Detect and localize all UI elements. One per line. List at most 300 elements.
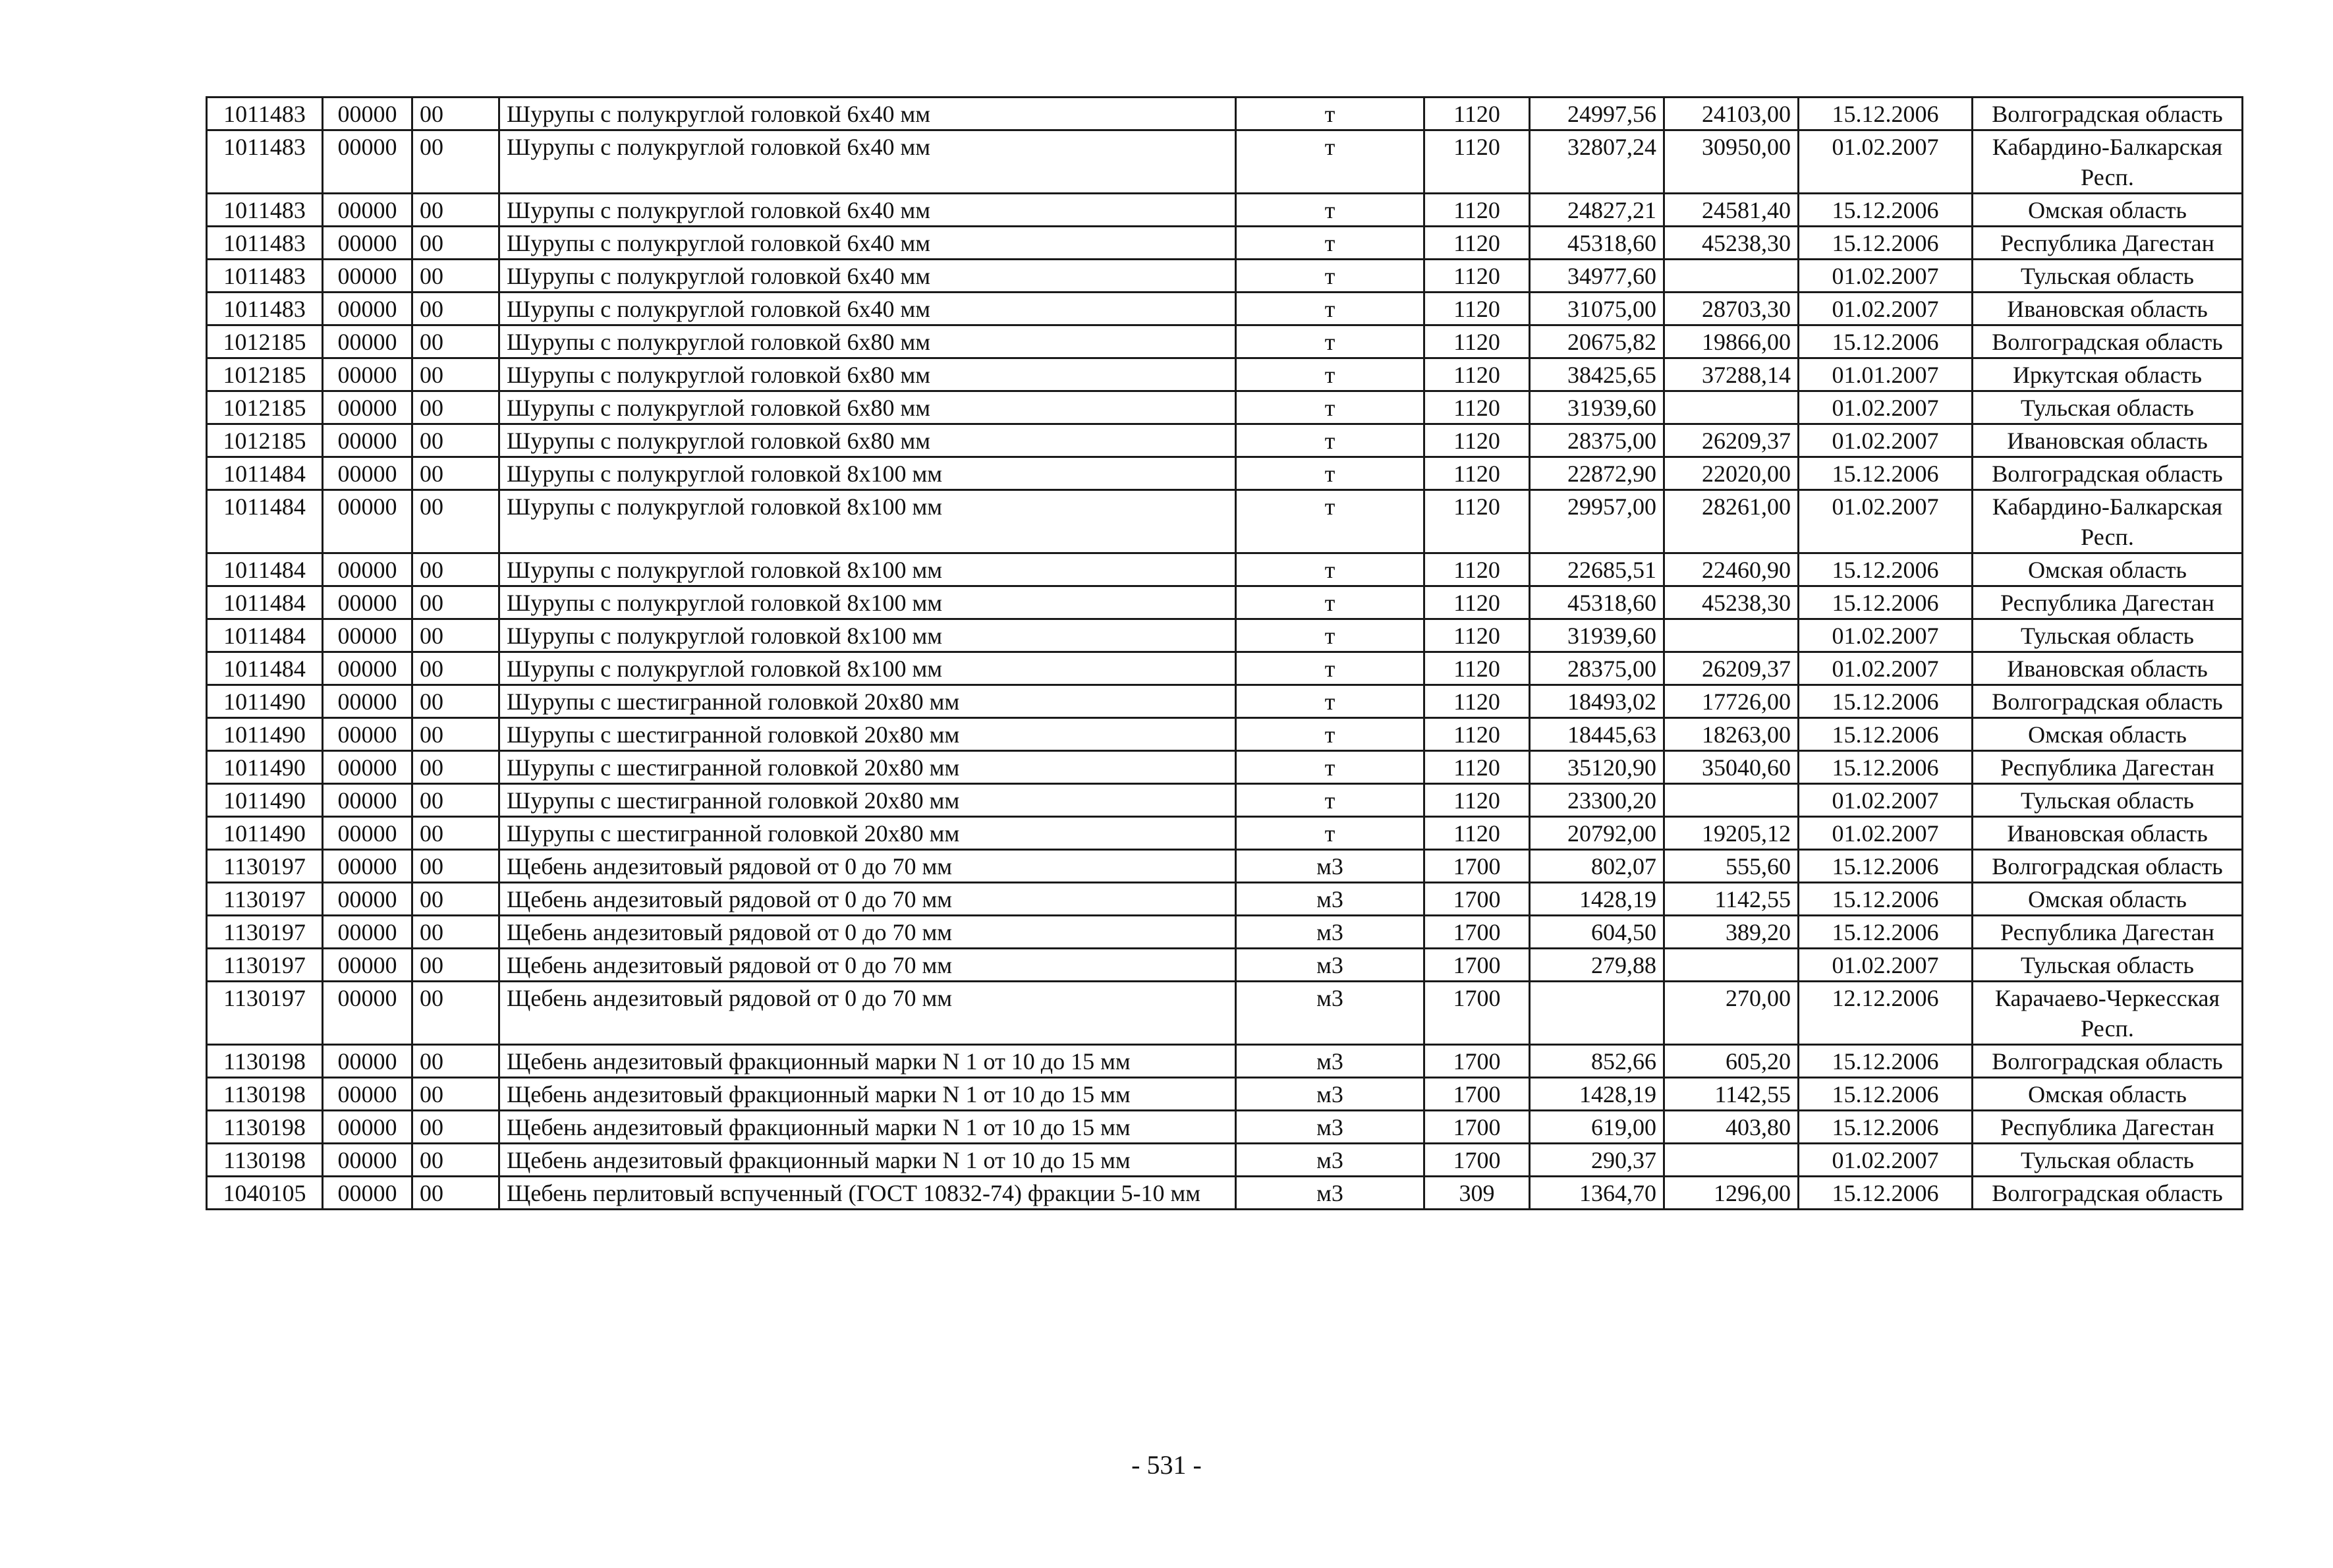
cell-region: Ивановская область <box>1973 652 2243 685</box>
cell-unit: т <box>1236 424 1424 457</box>
table-row <box>207 391 2243 424</box>
cell-p2: 28261,00 <box>1664 490 1799 553</box>
cell-norm: 1700 <box>1424 982 1530 1045</box>
cell-group: 00 <box>412 293 499 325</box>
cell-norm: 1120 <box>1424 817 1530 850</box>
cell-name: Щебень андезитовый фракционный марки N 1 от 10 до 15 мм <box>499 1045 1236 1078</box>
cell-name: Шурупы с шестигранной головкой 20х80 мм <box>499 817 1236 850</box>
cell-date: 01.02.2007 <box>1799 260 1973 293</box>
cell-name: Шурупы с полукруглой головкой 8х100 мм <box>499 490 1236 553</box>
cell-region: Тульская область <box>1973 260 2243 293</box>
cell-name: Шурупы с полукруглой головкой 6х40 мм <box>499 260 1236 293</box>
cell-region: Волгоградская область <box>1973 1177 2243 1210</box>
table-row <box>207 293 2243 325</box>
cell-p2: 19205,12 <box>1664 817 1799 850</box>
table-row <box>207 949 2243 982</box>
cell-group: 00 <box>412 1045 499 1078</box>
cell-p2: 22460,90 <box>1664 553 1799 586</box>
cell-date: 15.12.2006 <box>1799 718 1973 751</box>
cell-unit: т <box>1236 652 1424 685</box>
cell-name: Шурупы с полукруглой головкой 8х100 мм <box>499 652 1236 685</box>
cell-sub: 00000 <box>323 751 412 784</box>
cell-p1: 24827,21 <box>1530 194 1664 227</box>
cell-region: Волгоградская область <box>1973 850 2243 883</box>
cell-name: Щебень андезитовый рядовой от 0 до 70 мм <box>499 982 1236 1045</box>
cell-name: Шурупы с полукруглой головкой 6х80 мм <box>499 391 1236 424</box>
cell-p2: 18263,00 <box>1664 718 1799 751</box>
table-row <box>207 553 2243 586</box>
cell-unit: т <box>1236 130 1424 194</box>
cell-p1: 31939,60 <box>1530 619 1664 652</box>
table-row <box>207 1111 2243 1144</box>
cell-norm: 1120 <box>1424 490 1530 553</box>
cell-date: 01.02.2007 <box>1799 784 1973 817</box>
cell-region: Омская область <box>1973 883 2243 916</box>
cell-group: 00 <box>412 916 499 949</box>
cell-group: 00 <box>412 424 499 457</box>
cell-sub: 00000 <box>323 1177 412 1210</box>
cell-code: 1130197 <box>207 949 323 982</box>
cell-code: 1130198 <box>207 1111 323 1144</box>
cell-group: 00 <box>412 883 499 916</box>
cell-p2: 28703,30 <box>1664 293 1799 325</box>
cell-norm: 1120 <box>1424 391 1530 424</box>
cell-p1: 31075,00 <box>1530 293 1664 325</box>
cell-p1: 28375,00 <box>1530 424 1664 457</box>
cell-group: 00 <box>412 490 499 553</box>
table-row <box>207 916 2243 949</box>
cell-group: 00 <box>412 619 499 652</box>
cell-norm: 1120 <box>1424 194 1530 227</box>
cell-group: 00 <box>412 260 499 293</box>
cell-p1: 279,88 <box>1530 949 1664 982</box>
cell-p1: 45318,60 <box>1530 227 1664 260</box>
cell-code: 1040105 <box>207 1177 323 1210</box>
cell-code: 1012185 <box>207 358 323 391</box>
cell-p1: 1428,19 <box>1530 1078 1664 1111</box>
cell-code: 1130197 <box>207 883 323 916</box>
cell-region: Республика Дагестан <box>1973 916 2243 949</box>
cell-unit: т <box>1236 194 1424 227</box>
cell-p2: 24581,40 <box>1664 194 1799 227</box>
cell-norm: 1120 <box>1424 260 1530 293</box>
cell-unit: т <box>1236 227 1424 260</box>
cell-p2: 270,00 <box>1664 982 1799 1045</box>
cell-region: Республика Дагестан <box>1973 586 2243 619</box>
cell-p2: 30950,00 <box>1664 130 1799 194</box>
cell-group: 00 <box>412 949 499 982</box>
cell-code: 1012185 <box>207 325 323 358</box>
cell-code: 1130198 <box>207 1045 323 1078</box>
cell-norm: 1120 <box>1424 784 1530 817</box>
cell-group: 00 <box>412 784 499 817</box>
cell-date: 15.12.2006 <box>1799 883 1973 916</box>
cell-group: 00 <box>412 391 499 424</box>
cell-region: Ивановская область <box>1973 424 2243 457</box>
cell-date: 15.12.2006 <box>1799 916 1973 949</box>
table-row <box>207 260 2243 293</box>
table-row <box>207 982 2243 1045</box>
cell-date: 15.12.2006 <box>1799 685 1973 718</box>
cell-code: 1012185 <box>207 424 323 457</box>
cell-p2: 605,20 <box>1664 1045 1799 1078</box>
cell-sub: 00000 <box>323 619 412 652</box>
cell-date: 15.12.2006 <box>1799 457 1973 490</box>
cell-norm: 1120 <box>1424 652 1530 685</box>
cell-p2: 26209,37 <box>1664 424 1799 457</box>
cell-group: 00 <box>412 652 499 685</box>
cell-unit: т <box>1236 457 1424 490</box>
cell-norm: 1120 <box>1424 227 1530 260</box>
cell-code: 1011483 <box>207 194 323 227</box>
cell-region: Республика Дагестан <box>1973 751 2243 784</box>
cell-sub: 00000 <box>323 227 412 260</box>
table-row <box>207 457 2243 490</box>
table-row <box>207 850 2243 883</box>
cell-sub: 00000 <box>323 586 412 619</box>
cell-norm: 1120 <box>1424 718 1530 751</box>
cell-p2: 17726,00 <box>1664 685 1799 718</box>
cell-sub: 00000 <box>323 490 412 553</box>
cell-sub: 00000 <box>323 358 412 391</box>
cell-code: 1011483 <box>207 260 323 293</box>
cell-date: 15.12.2006 <box>1799 1111 1973 1144</box>
cell-norm: 1700 <box>1424 1111 1530 1144</box>
cell-norm: 1120 <box>1424 685 1530 718</box>
cell-p1 <box>1530 982 1664 1045</box>
cell-name: Шурупы с полукруглой головкой 8х100 мм <box>499 586 1236 619</box>
cell-region: Ивановская область <box>1973 817 2243 850</box>
cell-code: 1130198 <box>207 1144 323 1177</box>
cell-p1: 24997,56 <box>1530 98 1664 130</box>
cell-date: 01.02.2007 <box>1799 130 1973 194</box>
cell-p2: 555,60 <box>1664 850 1799 883</box>
cell-unit: т <box>1236 751 1424 784</box>
cell-unit: м3 <box>1236 1078 1424 1111</box>
cell-region: Кабардино-Балкарская Респ. <box>1973 490 2243 553</box>
cell-p1: 45318,60 <box>1530 586 1664 619</box>
cell-p2: 45238,30 <box>1664 227 1799 260</box>
cell-code: 1130197 <box>207 850 323 883</box>
cell-name: Шурупы с шестигранной головкой 20х80 мм <box>499 685 1236 718</box>
cell-sub: 00000 <box>323 718 412 751</box>
cell-date: 15.12.2006 <box>1799 850 1973 883</box>
cell-unit: м3 <box>1236 1177 1424 1210</box>
cell-unit: м3 <box>1236 1111 1424 1144</box>
cell-norm: 1700 <box>1424 916 1530 949</box>
cell-p1: 18493,02 <box>1530 685 1664 718</box>
cell-p1: 38425,65 <box>1530 358 1664 391</box>
cell-unit: т <box>1236 718 1424 751</box>
cell-p1: 20675,82 <box>1530 325 1664 358</box>
cell-region: Волгоградская область <box>1973 325 2243 358</box>
cell-name: Шурупы с полукруглой головкой 8х100 мм <box>499 553 1236 586</box>
cell-region: Тульская область <box>1973 949 2243 982</box>
cell-norm: 1120 <box>1424 325 1530 358</box>
cell-norm: 1120 <box>1424 553 1530 586</box>
cell-date: 01.02.2007 <box>1799 619 1973 652</box>
cell-region: Иркутская область <box>1973 358 2243 391</box>
table-row <box>207 98 2243 130</box>
cell-group: 00 <box>412 130 499 194</box>
cell-region: Волгоградская область <box>1973 1045 2243 1078</box>
table-row <box>207 130 2243 194</box>
cell-region: Тульская область <box>1973 619 2243 652</box>
cell-date: 01.02.2007 <box>1799 652 1973 685</box>
cell-date: 15.12.2006 <box>1799 325 1973 358</box>
cell-name: Щебень андезитовый рядовой от 0 до 70 мм <box>499 949 1236 982</box>
cell-name: Щебень андезитовый рядовой от 0 до 70 мм <box>499 850 1236 883</box>
cell-date: 01.02.2007 <box>1799 1144 1973 1177</box>
cell-norm: 1700 <box>1424 1045 1530 1078</box>
cell-norm: 1120 <box>1424 293 1530 325</box>
cell-p2: 1142,55 <box>1664 883 1799 916</box>
cell-sub: 00000 <box>323 98 412 130</box>
cell-p1: 290,37 <box>1530 1144 1664 1177</box>
cell-p2: 35040,60 <box>1664 751 1799 784</box>
cell-code: 1011490 <box>207 718 323 751</box>
cell-code: 1130197 <box>207 916 323 949</box>
table-row <box>207 227 2243 260</box>
cell-date: 15.12.2006 <box>1799 227 1973 260</box>
cell-date: 15.12.2006 <box>1799 1177 1973 1210</box>
cell-region: Республика Дагестан <box>1973 1111 2243 1144</box>
cell-group: 00 <box>412 817 499 850</box>
price-table <box>206 96 2243 1210</box>
cell-sub: 00000 <box>323 457 412 490</box>
cell-p2: 389,20 <box>1664 916 1799 949</box>
cell-code: 1011483 <box>207 293 323 325</box>
page-number: - 531 - <box>1131 1450 1202 1480</box>
cell-region: Волгоградская область <box>1973 685 2243 718</box>
cell-unit: т <box>1236 358 1424 391</box>
cell-date: 15.12.2006 <box>1799 1045 1973 1078</box>
cell-p1: 31939,60 <box>1530 391 1664 424</box>
cell-norm: 309 <box>1424 1177 1530 1210</box>
cell-p1: 22872,90 <box>1530 457 1664 490</box>
cell-code: 1011484 <box>207 586 323 619</box>
cell-name: Щебень андезитовый фракционный марки N 1 от 10 до 15 мм <box>499 1111 1236 1144</box>
cell-group: 00 <box>412 194 499 227</box>
cell-date: 01.02.2007 <box>1799 391 1973 424</box>
cell-name: Шурупы с полукруглой головкой 6х40 мм <box>499 194 1236 227</box>
table-row <box>207 325 2243 358</box>
cell-sub: 00000 <box>323 194 412 227</box>
cell-region: Тульская область <box>1973 391 2243 424</box>
cell-code: 1011484 <box>207 652 323 685</box>
cell-unit: т <box>1236 293 1424 325</box>
cell-norm: 1120 <box>1424 424 1530 457</box>
cell-sub: 00000 <box>323 424 412 457</box>
cell-unit: т <box>1236 490 1424 553</box>
cell-code: 1011490 <box>207 817 323 850</box>
cell-unit: т <box>1236 391 1424 424</box>
table-row <box>207 652 2243 685</box>
cell-sub: 00000 <box>323 325 412 358</box>
cell-code: 1130198 <box>207 1078 323 1111</box>
cell-sub: 00000 <box>323 817 412 850</box>
cell-region: Тульская область <box>1973 1144 2243 1177</box>
cell-p2 <box>1664 619 1799 652</box>
cell-p2: 19866,00 <box>1664 325 1799 358</box>
cell-date: 01.02.2007 <box>1799 490 1973 553</box>
cell-region: Тульская область <box>1973 784 2243 817</box>
cell-group: 00 <box>412 227 499 260</box>
cell-name: Шурупы с полукруглой головкой 6х80 мм <box>499 358 1236 391</box>
cell-norm: 1120 <box>1424 130 1530 194</box>
cell-date: 01.01.2007 <box>1799 358 1973 391</box>
cell-unit: т <box>1236 586 1424 619</box>
cell-name: Шурупы с шестигранной головкой 20х80 мм <box>499 784 1236 817</box>
table-row <box>207 1144 2243 1177</box>
cell-unit: м3 <box>1236 850 1424 883</box>
cell-unit: м3 <box>1236 916 1424 949</box>
table-row <box>207 424 2243 457</box>
cell-sub: 00000 <box>323 1111 412 1144</box>
table-row <box>207 751 2243 784</box>
cell-p1: 29957,00 <box>1530 490 1664 553</box>
cell-p2 <box>1664 391 1799 424</box>
cell-norm: 1700 <box>1424 949 1530 982</box>
cell-unit: м3 <box>1236 949 1424 982</box>
table-row <box>207 883 2243 916</box>
cell-region: Волгоградская область <box>1973 98 2243 130</box>
table-body <box>207 98 2243 1210</box>
cell-sub: 00000 <box>323 883 412 916</box>
cell-unit: т <box>1236 325 1424 358</box>
cell-p1: 22685,51 <box>1530 553 1664 586</box>
cell-date: 12.12.2006 <box>1799 982 1973 1045</box>
cell-unit: м3 <box>1236 1144 1424 1177</box>
table-row <box>207 1177 2243 1210</box>
cell-unit: т <box>1236 260 1424 293</box>
cell-p1: 28375,00 <box>1530 652 1664 685</box>
cell-p2: 26209,37 <box>1664 652 1799 685</box>
cell-name: Шурупы с полукруглой головкой 8х100 мм <box>499 457 1236 490</box>
cell-group: 00 <box>412 553 499 586</box>
cell-sub: 00000 <box>323 293 412 325</box>
cell-sub: 00000 <box>323 982 412 1045</box>
cell-name: Щебень андезитовый фракционный марки N 1 от 10 до 15 мм <box>499 1144 1236 1177</box>
cell-norm: 1700 <box>1424 850 1530 883</box>
cell-date: 15.12.2006 <box>1799 553 1973 586</box>
cell-date: 01.02.2007 <box>1799 949 1973 982</box>
cell-group: 00 <box>412 457 499 490</box>
cell-region: Омская область <box>1973 718 2243 751</box>
cell-p1: 35120,90 <box>1530 751 1664 784</box>
cell-name: Шурупы с полукруглой головкой 6х40 мм <box>499 293 1236 325</box>
cell-name: Шурупы с полукруглой головкой 8х100 мм <box>499 619 1236 652</box>
cell-name: Щебень андезитовый фракционный марки N 1 от 10 до 15 мм <box>499 1078 1236 1111</box>
table-row <box>207 490 2243 553</box>
table-row <box>207 1078 2243 1111</box>
cell-unit: м3 <box>1236 982 1424 1045</box>
cell-p1: 32807,24 <box>1530 130 1664 194</box>
table-row <box>207 817 2243 850</box>
cell-p2: 1142,55 <box>1664 1078 1799 1111</box>
cell-region: Ивановская область <box>1973 293 2243 325</box>
cell-unit: т <box>1236 817 1424 850</box>
cell-group: 00 <box>412 751 499 784</box>
cell-p1: 18445,63 <box>1530 718 1664 751</box>
cell-p1: 619,00 <box>1530 1111 1664 1144</box>
cell-code: 1011484 <box>207 553 323 586</box>
cell-date: 15.12.2006 <box>1799 1078 1973 1111</box>
cell-p2 <box>1664 949 1799 982</box>
cell-group: 00 <box>412 358 499 391</box>
cell-group: 00 <box>412 1177 499 1210</box>
cell-p2: 37288,14 <box>1664 358 1799 391</box>
cell-p1: 23300,20 <box>1530 784 1664 817</box>
cell-group: 00 <box>412 1111 499 1144</box>
cell-sub: 00000 <box>323 260 412 293</box>
cell-group: 00 <box>412 1078 499 1111</box>
cell-group: 00 <box>412 982 499 1045</box>
cell-code: 1011490 <box>207 784 323 817</box>
cell-p1: 1364,70 <box>1530 1177 1664 1210</box>
cell-name: Щебень андезитовый рядовой от 0 до 70 мм <box>499 916 1236 949</box>
cell-norm: 1120 <box>1424 619 1530 652</box>
cell-sub: 00000 <box>323 1078 412 1111</box>
cell-p1: 604,50 <box>1530 916 1664 949</box>
cell-norm: 1700 <box>1424 883 1530 916</box>
cell-unit: м3 <box>1236 1045 1424 1078</box>
cell-group: 00 <box>412 1144 499 1177</box>
cell-p1: 34977,60 <box>1530 260 1664 293</box>
cell-code: 1011490 <box>207 751 323 784</box>
cell-group: 00 <box>412 586 499 619</box>
cell-norm: 1700 <box>1424 1078 1530 1111</box>
cell-date: 15.12.2006 <box>1799 98 1973 130</box>
cell-p2 <box>1664 1144 1799 1177</box>
cell-code: 1011484 <box>207 457 323 490</box>
table-row <box>207 1045 2243 1078</box>
cell-sub: 00000 <box>323 1144 412 1177</box>
cell-group: 00 <box>412 718 499 751</box>
cell-region: Карачаево-Черкесская Респ. <box>1973 982 2243 1045</box>
table-row <box>207 718 2243 751</box>
cell-region: Омская область <box>1973 1078 2243 1111</box>
cell-norm: 1120 <box>1424 98 1530 130</box>
cell-p1: 852,66 <box>1530 1045 1664 1078</box>
cell-code: 1011483 <box>207 98 323 130</box>
cell-name: Шурупы с полукруглой головкой 6х40 мм <box>499 130 1236 194</box>
cell-date: 15.12.2006 <box>1799 586 1973 619</box>
cell-p1: 20792,00 <box>1530 817 1664 850</box>
cell-code: 1011484 <box>207 619 323 652</box>
cell-sub: 00000 <box>323 784 412 817</box>
cell-date: 15.12.2006 <box>1799 751 1973 784</box>
cell-date: 15.12.2006 <box>1799 194 1973 227</box>
cell-name: Щебень андезитовый рядовой от 0 до 70 мм <box>499 883 1236 916</box>
cell-group: 00 <box>412 98 499 130</box>
cell-code: 1130197 <box>207 982 323 1045</box>
cell-name: Шурупы с полукруглой головкой 6х80 мм <box>499 325 1236 358</box>
cell-region: Омская область <box>1973 553 2243 586</box>
cell-sub: 00000 <box>323 652 412 685</box>
cell-p2: 45238,30 <box>1664 586 1799 619</box>
cell-region: Омская область <box>1973 194 2243 227</box>
cell-sub: 00000 <box>323 130 412 194</box>
cell-sub: 00000 <box>323 850 412 883</box>
cell-p2: 1296,00 <box>1664 1177 1799 1210</box>
cell-norm: 1120 <box>1424 586 1530 619</box>
cell-region: Республика Дагестан <box>1973 227 2243 260</box>
cell-code: 1011483 <box>207 227 323 260</box>
cell-date: 01.02.2007 <box>1799 817 1973 850</box>
cell-group: 00 <box>412 850 499 883</box>
cell-group: 00 <box>412 325 499 358</box>
